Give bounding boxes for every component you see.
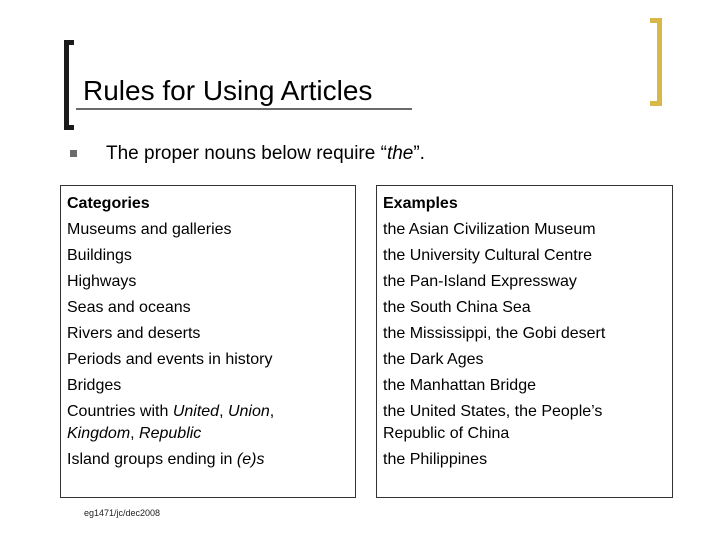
- slide-title: Rules for Using Articles: [83, 75, 373, 106]
- category-item: Buildings: [67, 247, 132, 264]
- example-usa-line1: the United States, the People’s: [383, 403, 603, 420]
- title-underline: [76, 108, 412, 110]
- example-item: the University Cultural Centre: [383, 247, 592, 264]
- example-item: the South China Sea: [383, 299, 531, 316]
- left-bracket-decoration: [64, 40, 74, 130]
- category-item: Seas and oceans: [67, 299, 191, 316]
- category-item: Periods and events in history: [67, 351, 273, 368]
- example-item: the Pan-Island Expressway: [383, 273, 577, 290]
- bullet-icon: [70, 150, 77, 157]
- example-item: the Dark Ages: [383, 351, 484, 368]
- countries-union: Union: [227, 403, 270, 420]
- islands-prefix: Island groups ending in: [67, 451, 237, 468]
- bullet-text-emphasis: the: [386, 143, 414, 164]
- categories-heading: Categories: [67, 195, 150, 212]
- category-item: Rivers and deserts: [67, 325, 201, 342]
- footer-code: eg1471/jc/dec2008: [84, 508, 161, 518]
- countries-sep: ,: [130, 425, 140, 442]
- countries-republic: Republic: [139, 425, 202, 442]
- example-item: the Mississippi, the Gobi desert: [383, 325, 606, 342]
- islands-emphasis: (e)s: [236, 451, 265, 468]
- bullet-text-suffix: ”.: [413, 143, 425, 164]
- examples-box: [376, 185, 673, 498]
- right-bracket-decoration: [650, 18, 662, 106]
- bullet-text-prefix: The proper nouns below require “: [106, 143, 387, 164]
- countries-kingdom: Kingdom: [67, 425, 131, 442]
- example-item-usa-china: [383, 399, 666, 447]
- example-item: the Manhattan Bridge: [383, 377, 536, 394]
- countries-sep: ,: [219, 403, 228, 420]
- countries-prefix: Countries with: [67, 403, 173, 420]
- example-item: the Asian Civilization Museum: [383, 221, 596, 238]
- examples-heading: Examples: [383, 195, 458, 212]
- example-usa-line2: Republic of China: [383, 425, 510, 442]
- countries-sep: ,: [269, 403, 275, 420]
- category-item: Bridges: [67, 377, 122, 394]
- bullet-text: [106, 142, 425, 166]
- countries-united: United: [172, 403, 220, 420]
- category-item: Highways: [67, 273, 137, 290]
- category-item-islands: [67, 447, 349, 473]
- category-item-countries: [67, 399, 349, 447]
- categories-box: [60, 185, 356, 498]
- example-item: the Philippines: [383, 451, 488, 468]
- category-item: Museums and galleries: [67, 221, 232, 238]
